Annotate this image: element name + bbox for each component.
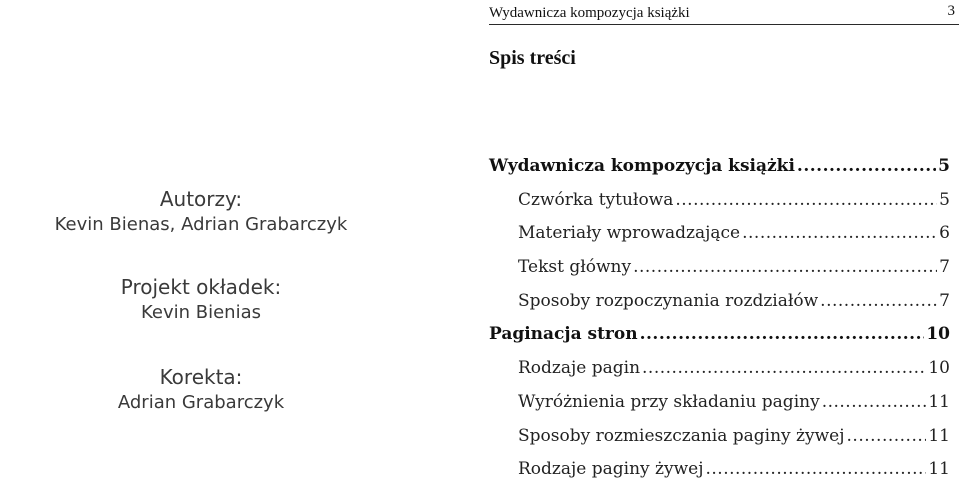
- toc-entry[interactable]: [480, 320, 950, 354]
- toc-entry-label: Sposoby rozmieszczania paginy żywej: [518, 425, 845, 446]
- toc-dot-leader: [675, 186, 937, 214]
- toc-entry-label: Tekst główny: [518, 257, 632, 278]
- credits-authors: [0, 186, 402, 238]
- toc-dot-leader: [847, 422, 927, 450]
- toc-entry[interactable]: [480, 253, 950, 287]
- toc-entry-label: Rodzaje paginy żywej: [518, 459, 704, 480]
- toc-entry[interactable]: [480, 219, 950, 253]
- toc-entry[interactable]: [480, 422, 950, 456]
- toc-entry-page: 11: [928, 459, 950, 480]
- toc-dot-leader: [820, 287, 937, 315]
- toc-dot-leader: [642, 354, 926, 382]
- toc-entry-page: 11: [928, 425, 950, 446]
- proofreading-names: Adrian Grabarczyk: [117, 392, 285, 413]
- toc-dot-leader: [705, 455, 926, 483]
- toc-entry-label: Wyróżnienia przy składaniu paginy: [518, 391, 820, 412]
- credits-proofreading: [0, 364, 402, 416]
- toc-entry-page: 7: [939, 290, 950, 311]
- toc-entry-page: 6: [939, 223, 950, 244]
- page-number: 3: [947, 3, 955, 19]
- toc-entry-page: 10: [928, 358, 950, 379]
- toc-entry-label: Wydawnicza kompozycja książki: [489, 156, 795, 176]
- table-of-contents: [480, 152, 950, 489]
- toc-entry-page: 5: [938, 156, 950, 176]
- toc-dot-leader: [742, 219, 937, 247]
- right-page: [480, 0, 960, 480]
- toc-entry[interactable]: [480, 186, 950, 220]
- toc-dot-leader: [640, 320, 925, 348]
- proofreading-heading: Korekta:: [159, 365, 243, 389]
- toc-dot-leader: [797, 152, 936, 180]
- toc-entry-page: 7: [939, 257, 950, 278]
- toc-entry-label: Sposoby rozpoczynania rozdziałów: [518, 290, 819, 311]
- toc-entry-label: Paginacja stron: [489, 324, 638, 345]
- toc-entry[interactable]: [480, 455, 950, 489]
- toc-dot-leader: [633, 253, 937, 281]
- left-page: [0, 0, 480, 448]
- toc-title: Spis treści: [489, 47, 576, 69]
- running-header: [489, 2, 959, 25]
- credits-cover-design: [0, 274, 402, 326]
- cover-design-names: Kevin Bienias: [140, 302, 261, 323]
- authors-names: Kevin Bienas, Adrian Grabarczyk: [54, 214, 348, 235]
- toc-entry-label: Materiały wprowadzające: [518, 223, 741, 244]
- toc-entry[interactable]: [480, 152, 950, 186]
- running-title: Wydawnicza kompozycja książki: [489, 5, 690, 21]
- toc-dot-leader: [822, 388, 927, 416]
- toc-entry-label: Czwórka tytułowa: [518, 189, 674, 210]
- cover-design-heading: Projekt okładek:: [120, 275, 282, 299]
- toc-entry[interactable]: [480, 287, 950, 321]
- toc-entry-page: 11: [928, 391, 950, 412]
- toc-entry-page: 5: [939, 189, 950, 210]
- toc-entry[interactable]: [480, 388, 950, 422]
- toc-entry[interactable]: [480, 354, 950, 388]
- toc-entry-label: Rodzaje pagin: [518, 358, 641, 379]
- toc-entry-page: 10: [926, 324, 950, 345]
- authors-heading: Autorzy:: [159, 187, 243, 211]
